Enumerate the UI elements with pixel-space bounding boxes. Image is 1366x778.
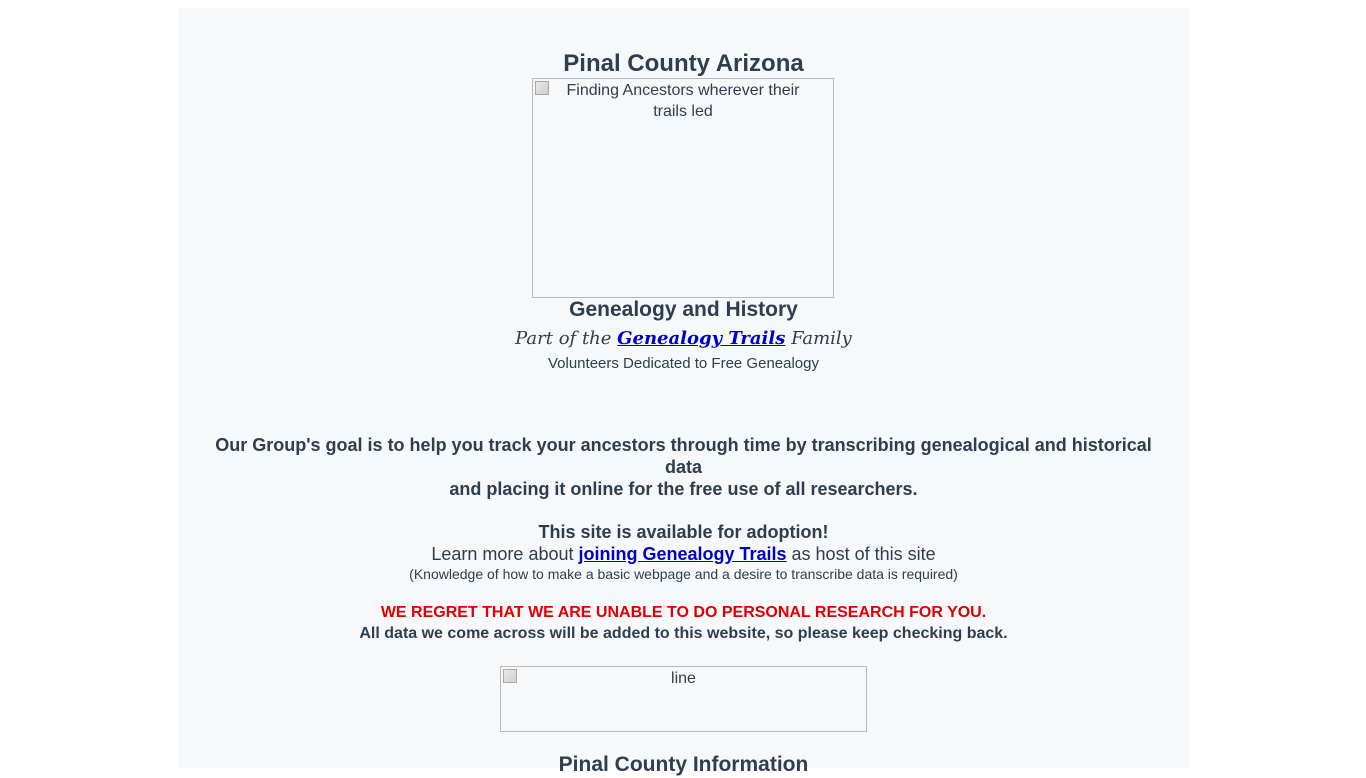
adoption-note: (Knowledge of how to make a basic webpage and a desire to transcribe data is required) xyxy=(409,566,958,582)
adoption-learn-more xyxy=(178,543,1189,565)
divider-image xyxy=(500,666,867,732)
adoption-learn-suffix: as host of this site xyxy=(786,544,936,564)
genealogy-trails-link[interactable]: Genealogy Trails xyxy=(617,328,786,349)
logo-image xyxy=(532,78,834,298)
broken-image-icon xyxy=(503,669,517,683)
family-suffix: Family xyxy=(785,328,852,349)
goal-line-2: and placing it online for the free use of all researchers. xyxy=(449,479,918,499)
divider-alt-text: line xyxy=(671,670,696,687)
joining-genealogy-trails-link[interactable]: joining Genealogy Trails xyxy=(578,544,787,564)
volunteers-tagline: Volunteers Dedicated to Free Genealogy xyxy=(547,355,819,372)
page-container xyxy=(178,8,1189,776)
family-tagline xyxy=(178,327,1189,351)
goal-statement xyxy=(196,434,1171,500)
page-title: Pinal County Arizona xyxy=(563,50,804,77)
family-prefix: Part of the xyxy=(515,328,618,349)
adoption-title: This site is available for adoption! xyxy=(538,522,829,542)
broken-image-icon xyxy=(535,81,549,95)
logo-alt-text: Finding Ancestors wherever their trails led xyxy=(566,82,800,120)
research-disclaimer: WE REGRET THAT WE ARE UNABLE TO DO PERSONAL RESEARCH FOR YOU. xyxy=(380,604,987,621)
page-subtitle: Genealogy and History xyxy=(569,298,798,321)
county-info-heading: Pinal County Information xyxy=(558,753,809,776)
adoption-learn-prefix: Learn more about xyxy=(431,544,579,564)
keep-checking-notice: All data we come across will be added to this website, so please keep checking back. xyxy=(359,625,1008,642)
goal-line-1: Our Group's goal is to help you track your ancestors through time by transcribing genealogical and historical data xyxy=(215,435,1152,477)
